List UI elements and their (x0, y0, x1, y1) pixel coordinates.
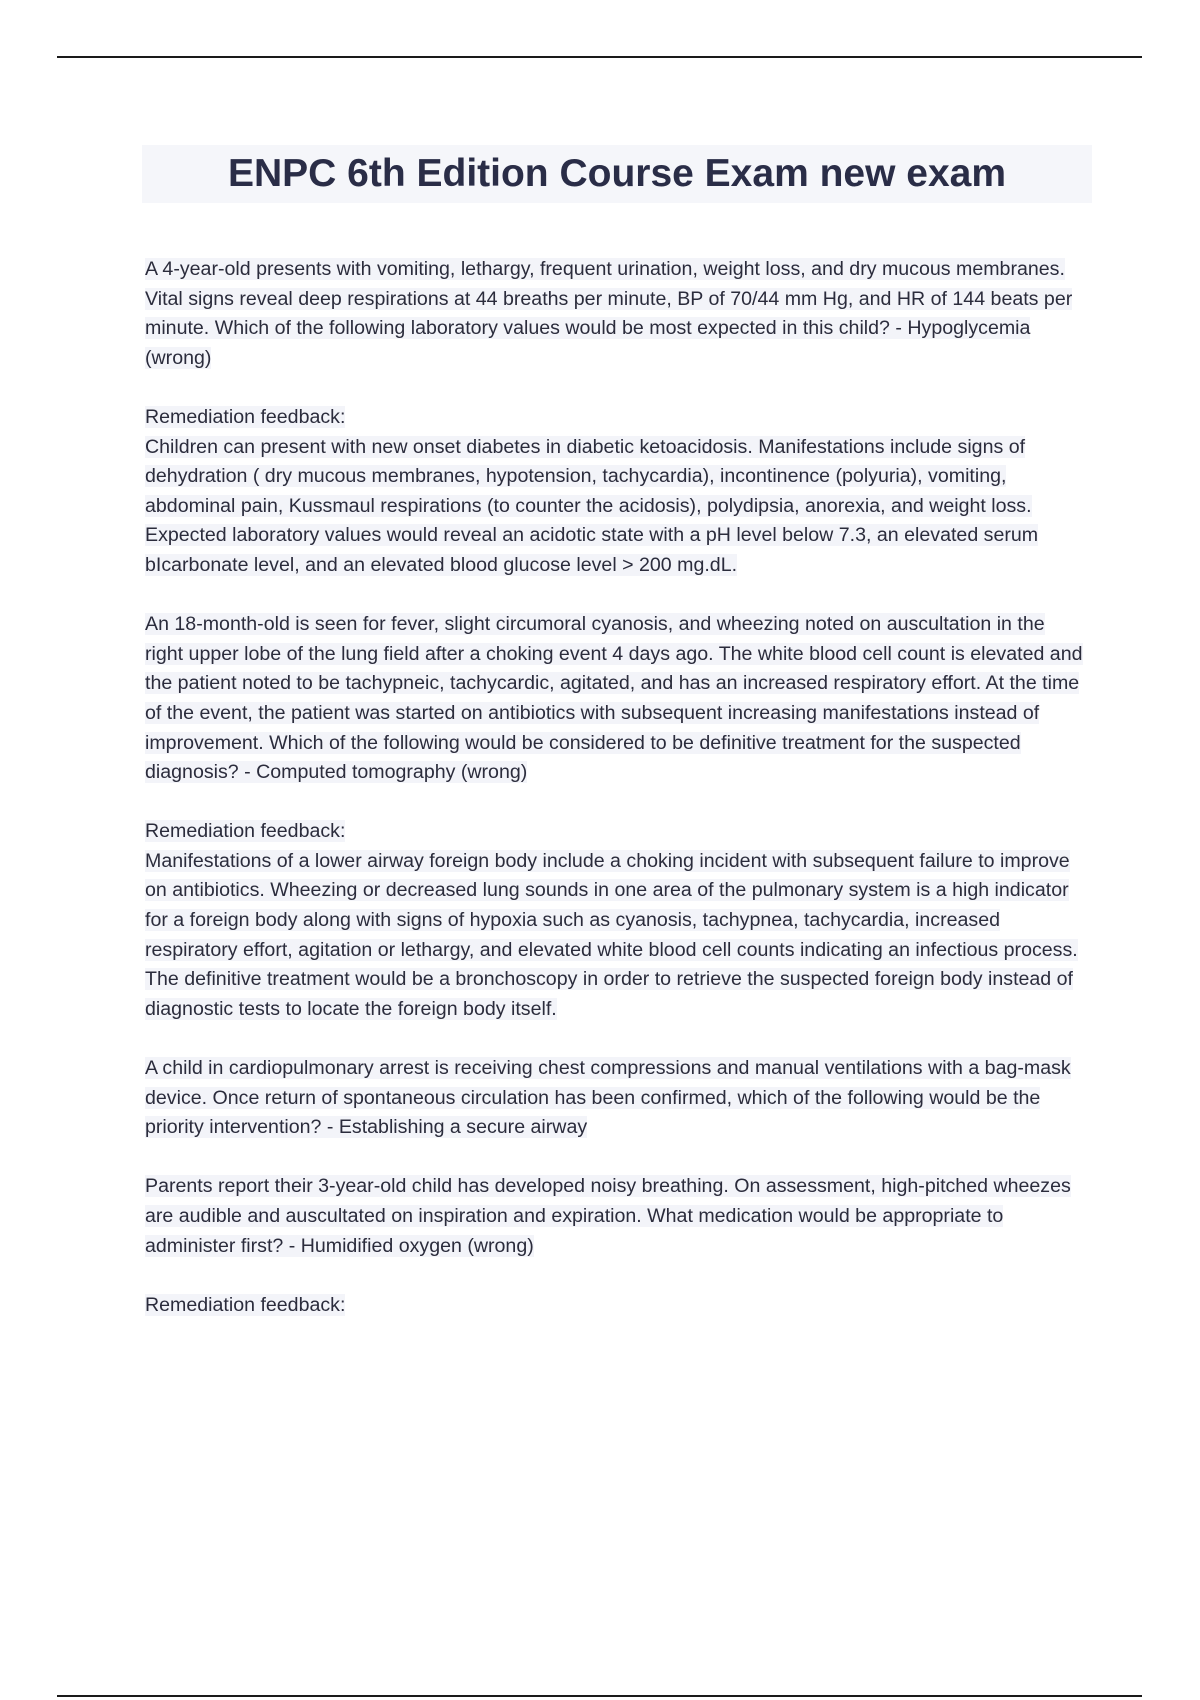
question-text: An 18-month-old is seen for fever, slight circumoral cyanosis, and wheezing noted on auscultation in the right upper lobe of the lung field after a choking event 4 days ago. The white blood cell count is elevated and the patient noted to be tachypneic, tachycardic, agitated, and has an increased respiratory effort. At the time of the event, the patient was started on antibiotics with subsequent increasing manifestations instead of improvement. Which of the following would be considered to be definitive treatment for the suspected diagnosis? - Computed tomography (wrong) (145, 613, 1083, 784)
question-text: A 4-year-old presents with vomiting, lethargy, frequent urination, weight loss, and dry mucous membranes. Vital signs reveal deep respirations at 44 breaths per minute, BP of 70/44 mm Hg, and HR of 144 beats per minute. Which of the following laboratory values would be most expected in this child? - Hypoglycemia (wrong) (145, 258, 1073, 369)
header-rule (57, 56, 1142, 58)
feedback-text: Children can present with new onset diabetes in diabetic ketoacidosis. Manifestations include signs of dehydration ( dry mucous membranes, hypotension, tachycardia), incontinence (polyuria), vomiting, abdominal pain, Kussmaul respirations (to counter the acidosis), polydipsia, anorexia, and weight loss. Expected laboratory values would reveal an acidotic state with a pH level below 7.3, an elevated serum bIcarbonate level, and an elevated blood glucose level > 200 mg.dL. (145, 435, 1039, 576)
feedback-block (145, 1291, 1085, 1321)
feedback-block (145, 817, 1085, 1024)
document-body (145, 255, 1085, 1350)
question-text: A child in cardiopulmonary arrest is receiving chest compressions and manual ventilations with a bag-mask device. Once return of spontaneous circulation has been confirmed, which of the following would be the priority intervention? - Establishing a secure airway (145, 1057, 1071, 1139)
footer-rule (57, 1695, 1142, 1697)
question-block (145, 255, 1085, 373)
question-text: Parents report their 3-year-old child has developed noisy breathing. On assessment, high-pitched wheezes are audible and auscultated on inspiration and expiration. What medication would be appropriate to administer first? - Humidified oxygen (wrong) (145, 1175, 1071, 1257)
page-title: ENPC 6th Edition Course Exam new exam (227, 152, 1007, 195)
question-block (145, 1172, 1085, 1261)
feedback-label: Remediation feedback: (145, 820, 346, 843)
feedback-label: Remediation feedback: (145, 1293, 346, 1316)
question-block (145, 610, 1085, 788)
question-block (145, 1054, 1085, 1143)
feedback-text: Manifestations of a lower airway foreign body include a choking incident with subsequent failure to improve on antibiotics. Wheezing or decreased lung sounds in one area of the pulmonary system is a high indicator for a foreign body along with signs of hypoxia such as cyanosis, tachypnea, tachycardia, increased respiratory effort, agitation or lethargy, and elevated white blood cell counts indicating an infectious process. The definitive treatment would be a bronchoscopy in order to retrieve the suspected foreign body instead of diagnostic tests to locate the foreign body itself. (145, 849, 1078, 1020)
feedback-label: Remediation feedback: (145, 405, 346, 428)
feedback-block (145, 403, 1085, 581)
